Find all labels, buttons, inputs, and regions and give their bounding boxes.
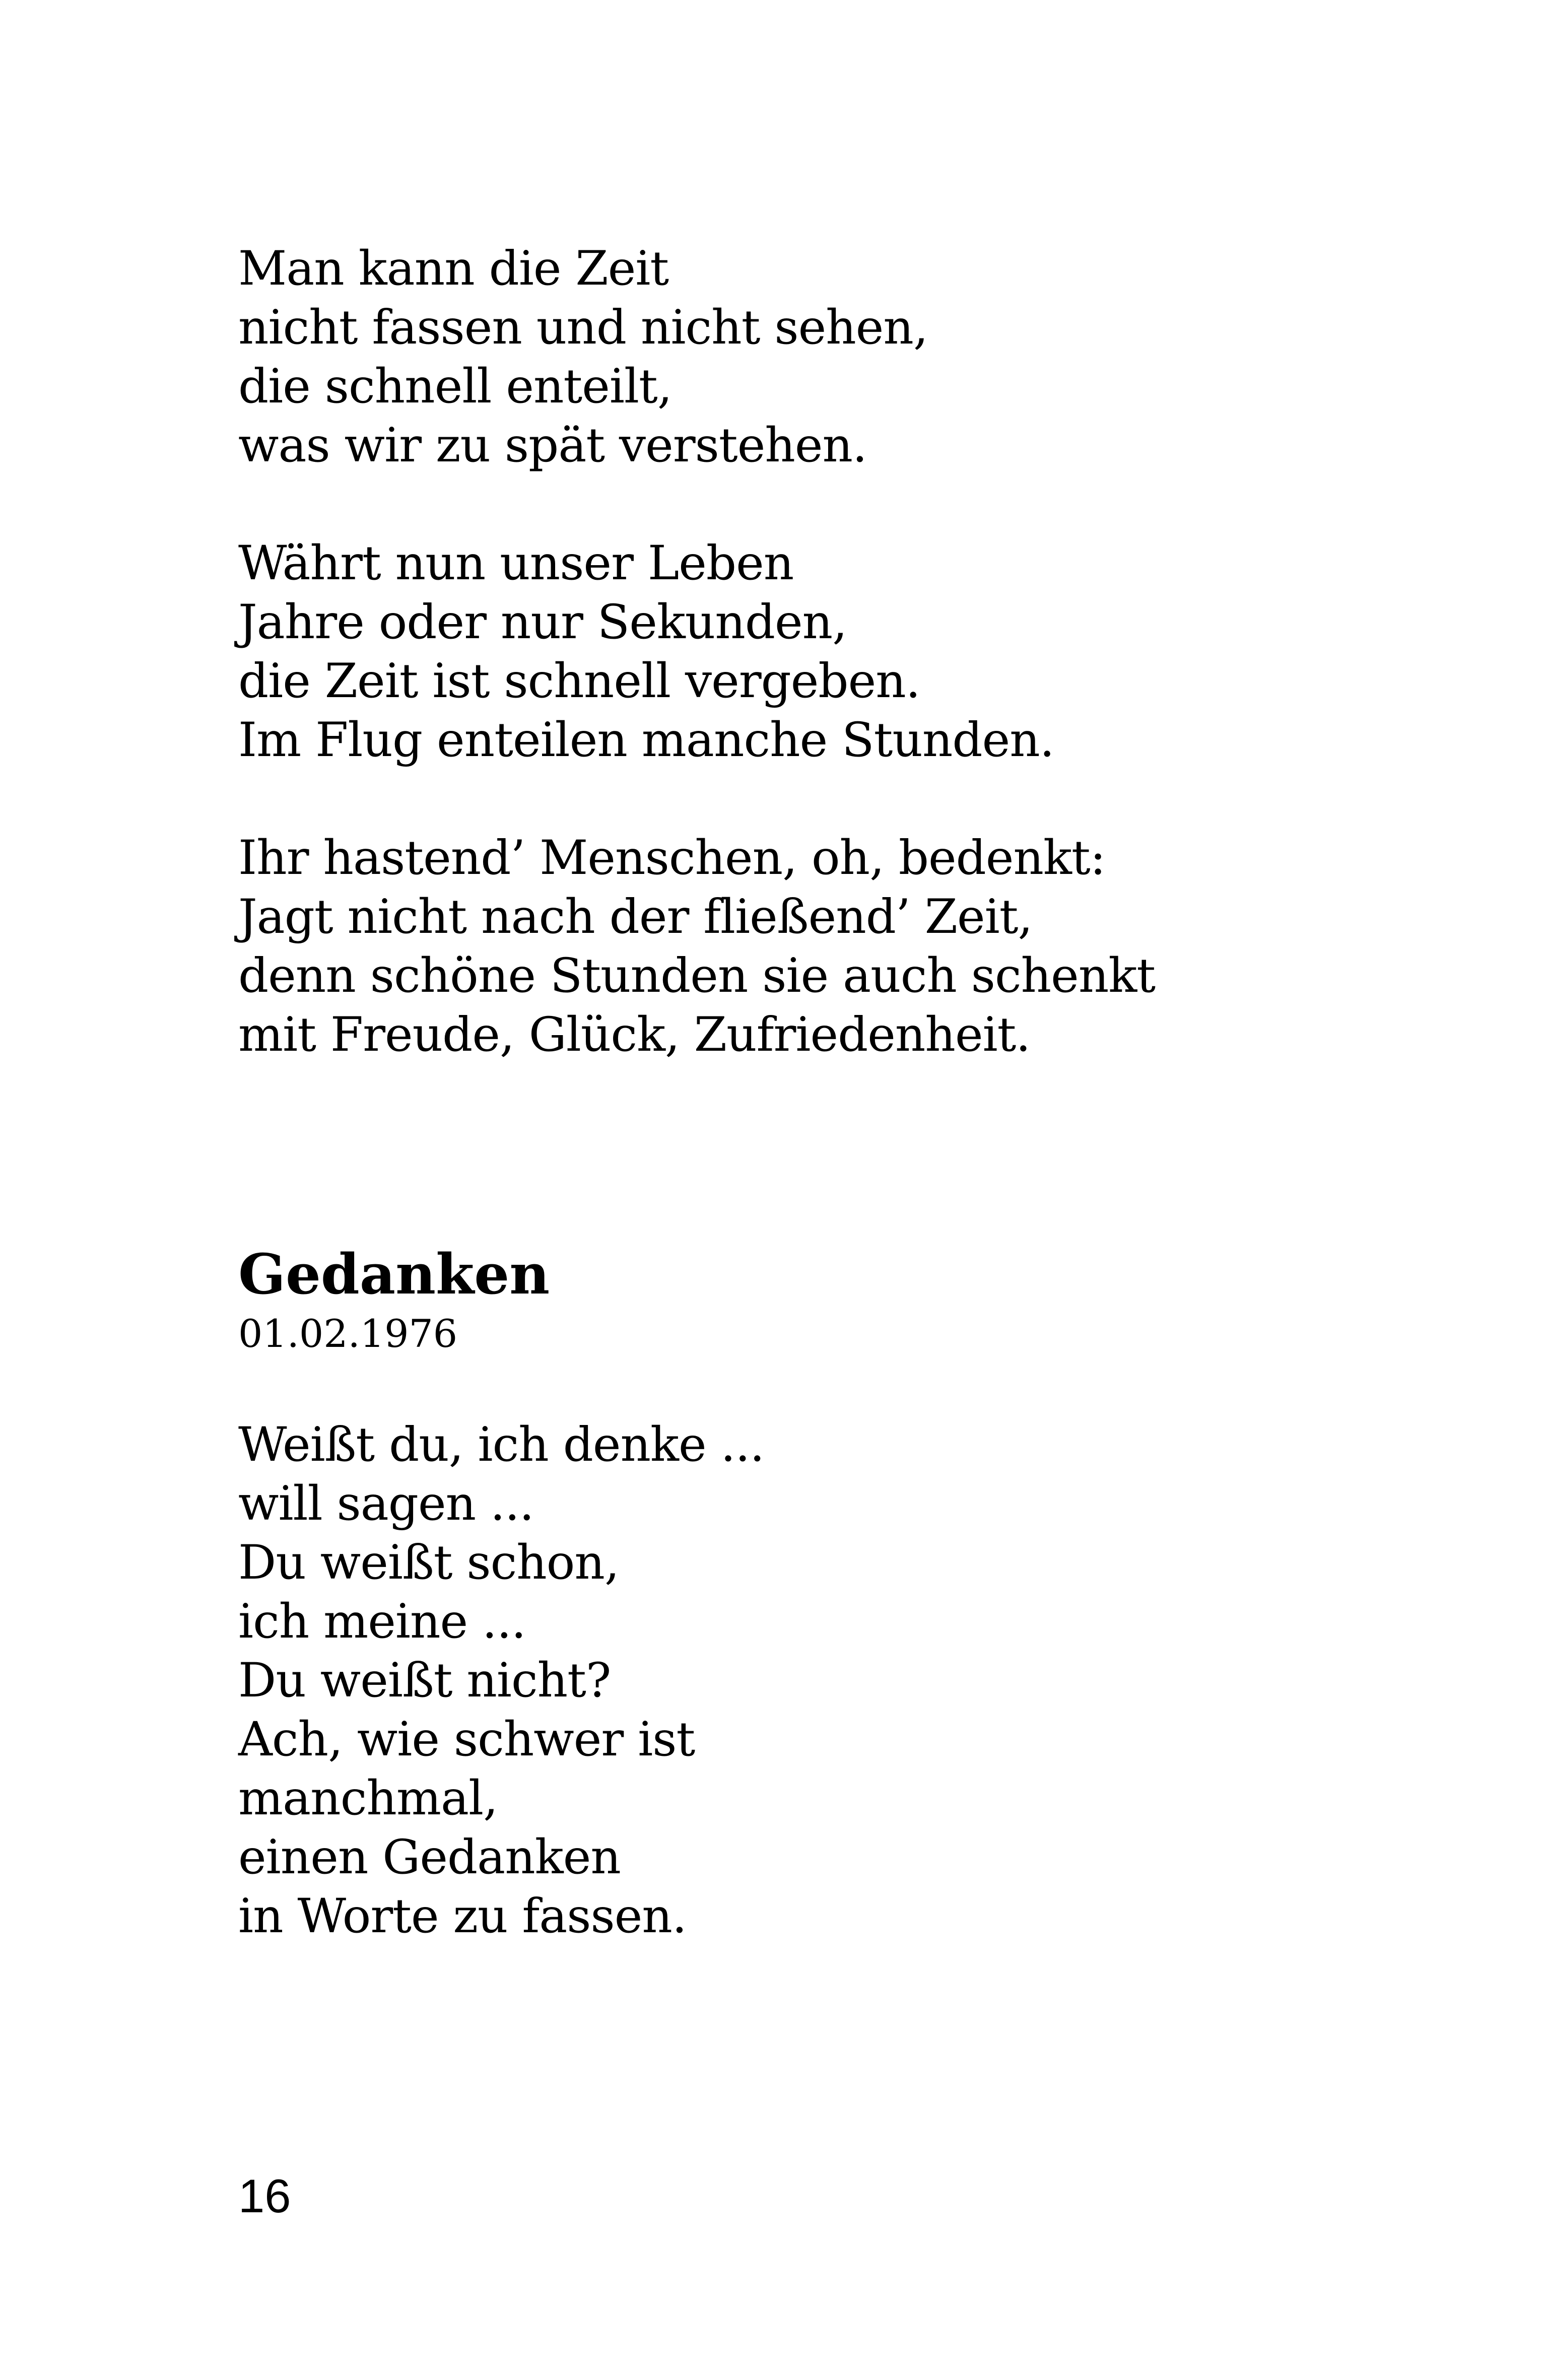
poem-date: 01.02.1976 [238, 1311, 458, 1356]
poem-line: mit Freude, Glück, Zufriedenheit. [238, 1007, 1031, 1062]
poem-line: Du weißt schon, [238, 1535, 619, 1590]
poem-line: Ach, wie schwer ist [238, 1712, 695, 1767]
poem-line: denn schöne Stunden sie auch schenkt [238, 948, 1156, 1003]
poem-line: die Zeit ist schnell vergeben. [238, 654, 920, 709]
poem-line: will sagen ... [238, 1476, 534, 1531]
poem-line: Du weißt nicht? [238, 1653, 611, 1708]
poem-line: Jahre oder nur Sekunden, [238, 595, 847, 650]
page-number: 16 [238, 2169, 291, 2222]
poem-line: Weißt du, ich denke ... [238, 1417, 765, 1472]
poem-title: Gedanken [238, 1242, 550, 1307]
poem-line: Im Flug enteilen manche Stunden. [238, 713, 1054, 768]
poem-line: Man kann die Zeit [238, 241, 669, 296]
poem-line: Währt nun unser Leben [238, 536, 794, 591]
poem-line: Jagt nicht nach der fließend’ Zeit, [238, 890, 1033, 944]
poem-line: einen Gedanken [238, 1830, 621, 1885]
poem-line: was wir zu spät verstehen. [238, 418, 867, 473]
poem-line: nicht fassen und nicht sehen, [238, 300, 928, 355]
poem-line: ich meine ... [238, 1594, 526, 1649]
poem-line: die schnell enteilt, [238, 359, 672, 414]
poem-line: in Worte zu fassen. [238, 1889, 687, 1944]
poem-line: manchmal, [238, 1771, 498, 1826]
poem-line: Ihr hastend’ Menschen, oh, bedenkt: [238, 831, 1106, 886]
